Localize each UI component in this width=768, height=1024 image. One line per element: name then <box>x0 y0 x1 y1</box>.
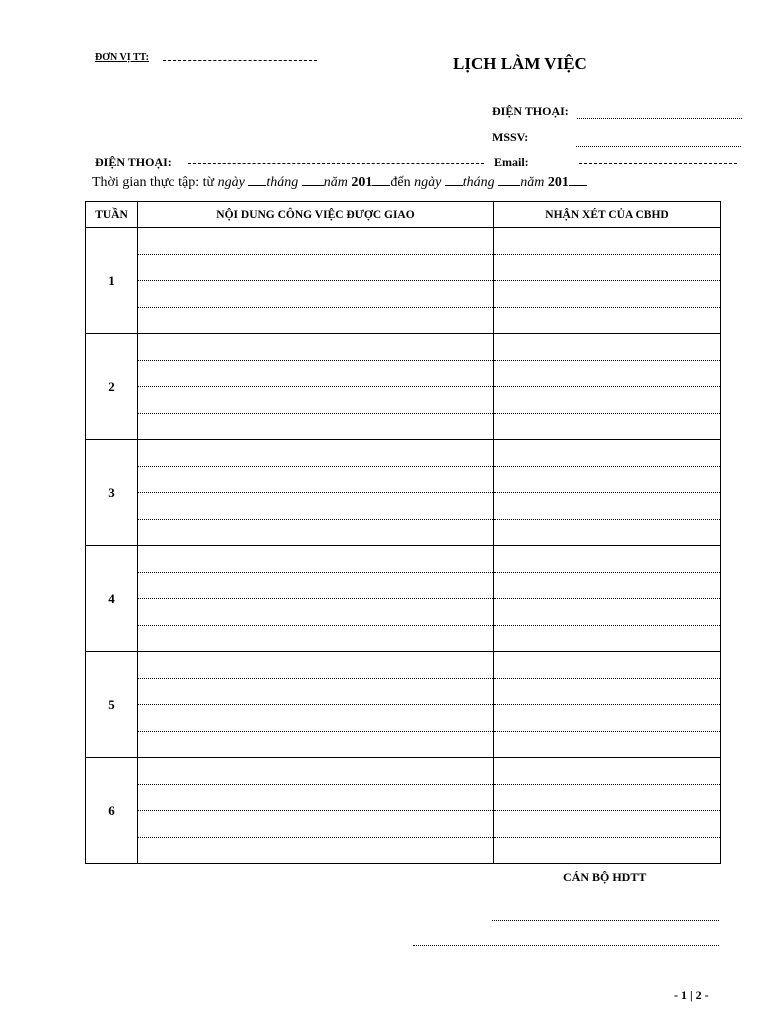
week-number: 6 <box>86 758 138 864</box>
header-content: NỘI DUNG CÔNG VIỆC ĐƯỢC GIAO <box>138 202 494 228</box>
period-day-label-2: ngày <box>414 175 442 190</box>
week-number: 1 <box>86 228 138 334</box>
table-row <box>86 811 721 838</box>
internship-period <box>92 175 587 191</box>
comment-cell[interactable] <box>494 678 721 705</box>
content-cell[interactable] <box>138 254 494 281</box>
mssv-label: MSSV: <box>492 130 529 144</box>
content-cell[interactable] <box>138 625 494 652</box>
table-row <box>86 599 721 626</box>
comment-cell[interactable] <box>494 784 721 811</box>
comment-cell[interactable] <box>494 731 721 758</box>
content-cell[interactable] <box>138 546 494 573</box>
comment-cell[interactable] <box>494 811 721 838</box>
content-cell[interactable] <box>138 811 494 838</box>
content-cell[interactable] <box>138 493 494 520</box>
start-month-blank[interactable] <box>302 175 324 186</box>
content-cell[interactable] <box>138 307 494 334</box>
comment-cell[interactable] <box>494 572 721 599</box>
end-year: 201 <box>547 175 569 190</box>
schedule-table <box>85 201 721 864</box>
content-cell[interactable] <box>138 599 494 626</box>
content-cell[interactable] <box>138 360 494 387</box>
table-row <box>86 784 721 811</box>
table-row <box>86 837 721 864</box>
comment-cell[interactable] <box>494 652 721 679</box>
phone-left-blank[interactable] <box>188 163 484 164</box>
week-number: 2 <box>86 334 138 440</box>
content-cell[interactable] <box>138 705 494 732</box>
content-cell[interactable] <box>138 784 494 811</box>
week-number: 5 <box>86 652 138 758</box>
unit-blank[interactable] <box>163 60 317 61</box>
comment-cell[interactable] <box>494 546 721 573</box>
comment-cell[interactable] <box>494 254 721 281</box>
end-month-blank[interactable] <box>498 175 520 186</box>
comment-cell[interactable] <box>494 281 721 308</box>
header-week: TUẦN <box>86 202 138 228</box>
table-row <box>86 360 721 387</box>
table-row <box>86 413 721 440</box>
email-blank[interactable] <box>579 163 737 164</box>
week-number: 4 <box>86 546 138 652</box>
comment-cell[interactable] <box>494 360 721 387</box>
comment-cell[interactable] <box>494 228 721 255</box>
content-cell[interactable] <box>138 440 494 467</box>
table-row <box>86 493 721 520</box>
table-row <box>86 731 721 758</box>
content-cell[interactable] <box>138 652 494 679</box>
page-number: - 1 | 2 - <box>674 988 709 1002</box>
phone-left-label: ĐIỆN THOẠI: <box>95 155 172 169</box>
period-prefix: Thời gian thực tập: từ <box>92 175 215 190</box>
start-year: 201 <box>351 175 373 190</box>
table-header-row <box>86 202 721 228</box>
end-day-blank[interactable] <box>445 175 463 186</box>
content-cell[interactable] <box>138 413 494 440</box>
period-month-label: tháng <box>266 175 299 190</box>
comment-cell[interactable] <box>494 387 721 414</box>
comment-cell[interactable] <box>494 519 721 546</box>
comment-cell[interactable] <box>494 758 721 785</box>
content-cell[interactable] <box>138 519 494 546</box>
content-cell[interactable] <box>138 387 494 414</box>
table-row <box>86 387 721 414</box>
table-row <box>86 334 721 361</box>
content-cell[interactable] <box>138 228 494 255</box>
content-cell[interactable] <box>138 572 494 599</box>
period-day-label: ngày <box>217 175 245 190</box>
phone-right-blank[interactable] <box>577 118 742 119</box>
table-row <box>86 228 721 255</box>
start-year-blank[interactable] <box>372 175 390 186</box>
period-year-label: năm <box>323 175 348 190</box>
table-row <box>86 546 721 573</box>
table-row <box>86 705 721 732</box>
content-cell[interactable] <box>138 731 494 758</box>
unit-label: ĐƠN VỊ TT: <box>95 52 149 63</box>
phone-right-label: ĐIỆN THOẠI: <box>492 104 569 118</box>
comment-cell[interactable] <box>494 440 721 467</box>
signature-line-1[interactable] <box>492 920 719 921</box>
table-row <box>86 281 721 308</box>
signature-label: CÁN BỘ HDTT <box>563 870 647 884</box>
table-body <box>86 228 721 864</box>
content-cell[interactable] <box>138 758 494 785</box>
content-cell[interactable] <box>138 466 494 493</box>
content-cell[interactable] <box>138 281 494 308</box>
comment-cell[interactable] <box>494 413 721 440</box>
comment-cell[interactable] <box>494 334 721 361</box>
email-label: Email: <box>494 155 529 169</box>
end-year-blank[interactable] <box>569 175 587 186</box>
table-row <box>86 758 721 785</box>
comment-cell[interactable] <box>494 599 721 626</box>
header-comment: NHẬN XÉT CỦA CBHD <box>494 202 721 228</box>
table-row <box>86 519 721 546</box>
signature-line-2[interactable] <box>413 945 719 946</box>
page-title: LỊCH LÀM VIỆC <box>453 54 587 73</box>
table-row <box>86 466 721 493</box>
table-row <box>86 440 721 467</box>
period-year-label-2: năm <box>520 175 545 190</box>
week-number: 3 <box>86 440 138 546</box>
comment-cell[interactable] <box>494 493 721 520</box>
table-row <box>86 254 721 281</box>
start-day-blank[interactable] <box>248 175 266 186</box>
content-cell[interactable] <box>138 334 494 361</box>
comment-cell[interactable] <box>494 837 721 864</box>
content-cell[interactable] <box>138 837 494 864</box>
mssv-blank[interactable] <box>576 146 741 147</box>
content-cell[interactable] <box>138 678 494 705</box>
table-row <box>86 652 721 679</box>
table-row <box>86 678 721 705</box>
comment-cell[interactable] <box>494 307 721 334</box>
comment-cell[interactable] <box>494 625 721 652</box>
comment-cell[interactable] <box>494 466 721 493</box>
period-month-label-2: tháng <box>462 175 495 190</box>
table-row <box>86 572 721 599</box>
comment-cell[interactable] <box>494 705 721 732</box>
table-row <box>86 625 721 652</box>
table-row <box>86 307 721 334</box>
period-to: đến <box>390 175 411 190</box>
